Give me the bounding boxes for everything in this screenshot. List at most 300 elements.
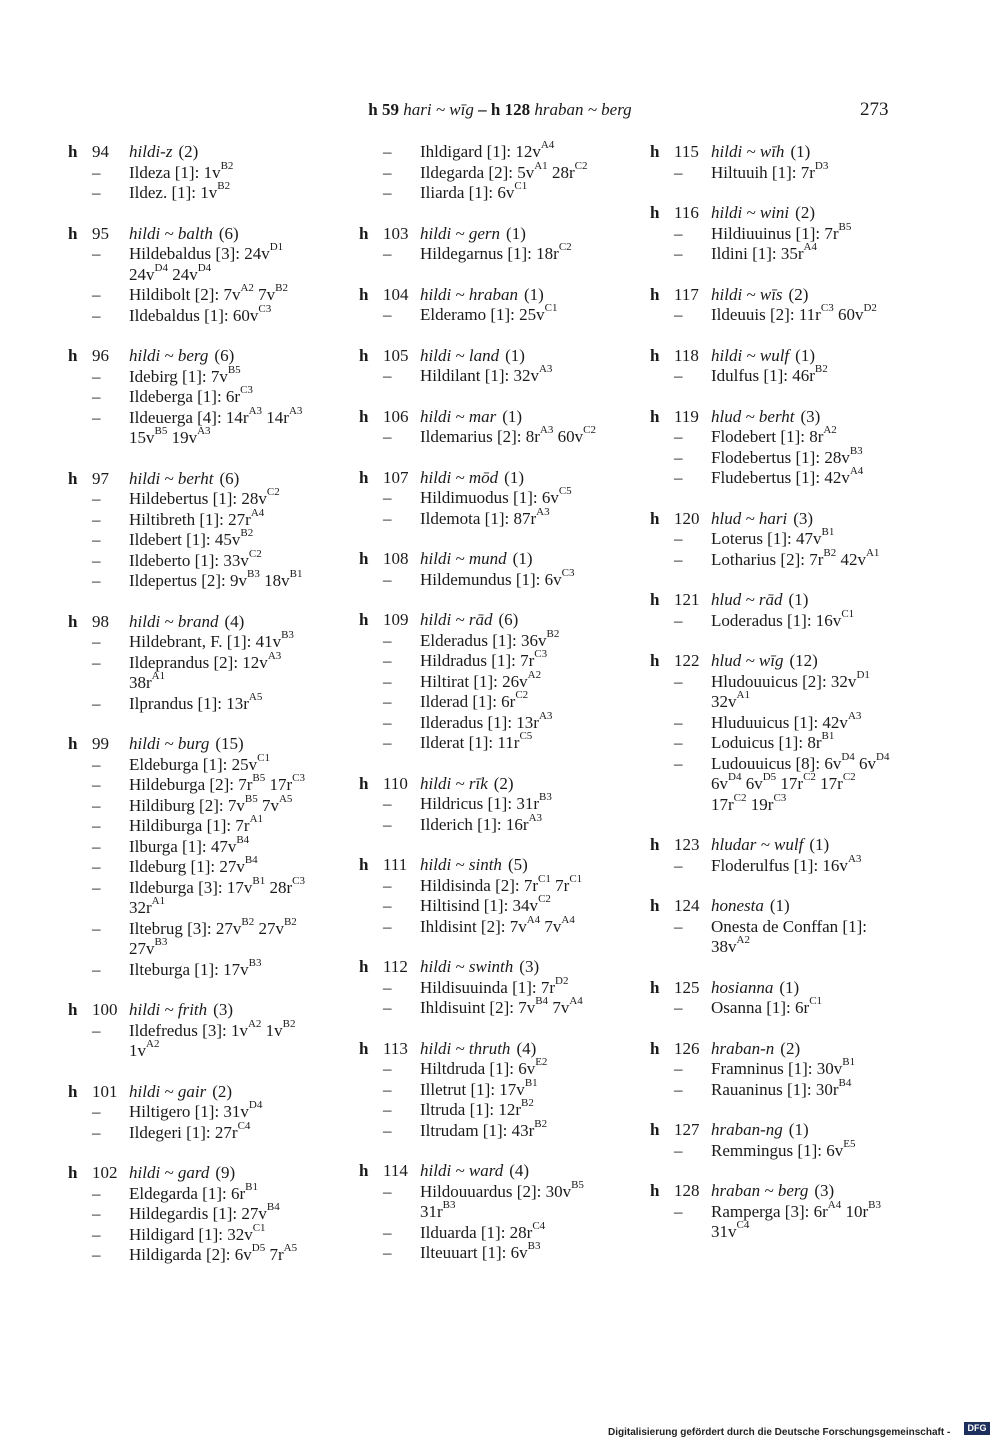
dash-marker: –: [383, 1181, 392, 1201]
form-segment: Idebirg [1]: 7v: [129, 366, 228, 386]
entry-head: [650, 896, 900, 917]
form-text: [420, 791, 602, 815]
form-segment: Hildegarnus [1]: 18r: [420, 244, 559, 263]
lemma-entry: [650, 1039, 900, 1101]
folio-siglum: B5: [838, 220, 852, 233]
entry-count: (4): [509, 1161, 530, 1180]
dash-marker: –: [383, 1059, 392, 1078]
form-text: [420, 505, 602, 530]
entry-letter: h: [359, 1038, 369, 1058]
dash-marker: –: [92, 1102, 101, 1121]
folio-siglum: C4: [736, 1219, 750, 1232]
form-text: [420, 1219, 602, 1244]
entry-head: [650, 346, 900, 367]
name-form: [650, 709, 900, 734]
form-text: [420, 627, 602, 652]
entry-head: [650, 509, 900, 530]
lemma-entry: [359, 346, 609, 387]
name-form: [359, 485, 609, 509]
dash-marker: –: [92, 489, 101, 508]
form-segment: 7v: [548, 998, 570, 1017]
dash-marker: –: [383, 427, 392, 446]
folio-siglum: C1: [257, 751, 270, 764]
name-form: [68, 568, 318, 592]
entry-lemma: hildi ~ hraban: [420, 284, 518, 304]
folio-siglum: A3: [538, 363, 553, 376]
entry-lemma: hildi ~ balth: [129, 223, 213, 243]
dash-marker: –: [674, 733, 683, 752]
page-number: 273: [860, 99, 889, 120]
dash-marker: –: [92, 244, 101, 263]
form-text: [711, 546, 893, 571]
entry-letter: h: [359, 406, 369, 426]
folio-siglum: C3: [292, 874, 305, 887]
form-text: [129, 506, 311, 531]
dash-marker: –: [92, 366, 101, 386]
name-form: [650, 465, 900, 489]
name-form: [68, 1180, 318, 1205]
folio-siglum: D4: [154, 261, 168, 274]
name-form: [68, 486, 318, 510]
form-segment: 6v: [741, 774, 763, 793]
entry-letter: h: [68, 734, 78, 753]
entry-head: [359, 407, 609, 428]
lemma-entry: [650, 651, 900, 815]
form-text: [129, 1017, 311, 1062]
folio-siglum: A1: [534, 159, 548, 172]
folio-siglum: B5: [154, 425, 168, 438]
entry-number: 123: [674, 835, 700, 854]
entry-count: (4): [516, 1038, 537, 1058]
entry-count: (2): [788, 284, 809, 304]
folio-siglum: A3: [248, 404, 263, 417]
folio-siglum: D4: [248, 1099, 263, 1112]
entry-head: [650, 1120, 900, 1141]
entry-count: (2): [178, 142, 199, 161]
name-form: [68, 1242, 318, 1266]
entry-letter: h: [68, 142, 78, 161]
form-segment: Hiltuuih [1]: 7r: [711, 162, 815, 182]
folio-siglum: B3: [154, 936, 168, 949]
folio-siglum: E5: [843, 1137, 856, 1150]
lemma-entry: [650, 203, 900, 265]
entry-head: [359, 774, 609, 795]
entry-number: 107: [383, 467, 409, 487]
dash-marker: –: [674, 610, 683, 630]
name-form: [359, 1097, 609, 1121]
form-segment: Hildimuodus [1]: 6v: [420, 488, 559, 507]
form-segment: Hildilant [1]: 32v: [420, 366, 539, 385]
folio-siglum: B2: [534, 1117, 548, 1130]
entry-count: (3): [793, 508, 814, 528]
entry-number: 102: [92, 1163, 118, 1182]
form-segment: Iliarda [1]: 6v: [420, 183, 515, 202]
form-segment: 31r: [420, 1202, 443, 1221]
form-text: [129, 180, 311, 204]
folio-siglum: D1: [269, 241, 284, 254]
entry-count: (3): [213, 1000, 233, 1019]
dash-marker: –: [92, 162, 101, 182]
form-text: [420, 566, 602, 591]
folio-siglum: A2: [823, 424, 837, 437]
folio-siglum: D4: [876, 750, 890, 763]
folio-siglum: D5: [251, 1242, 266, 1255]
form-segment: Hiltirat [1]: 26v: [420, 671, 528, 691]
dash-marker: –: [383, 651, 392, 670]
form-text: [711, 1198, 893, 1243]
folio-siglum: C2: [574, 159, 588, 172]
folio-siglum: C3: [820, 302, 834, 315]
folio-siglum: A4: [569, 995, 583, 1008]
folio-siglum: A4: [827, 1198, 842, 1211]
folio-siglum: B3: [247, 568, 260, 581]
entry-number: 119: [674, 406, 699, 426]
name-form: [650, 546, 900, 571]
name-form: [650, 1076, 900, 1101]
entry-count: (3): [814, 1181, 835, 1200]
form-segment: Eldeburga [1]: 25v: [129, 754, 258, 774]
form-segment: Illetrut [1]: 17v: [420, 1079, 525, 1099]
form-segment: Ildeuuis [2]: 11r: [711, 305, 821, 324]
folio-siglum: A1: [151, 895, 166, 908]
dash-marker: –: [383, 1120, 392, 1140]
folio-siglum: A4: [803, 241, 817, 254]
form-segment: 38r: [129, 673, 152, 692]
form-segment: Floderulfus [1]: 16v: [711, 855, 848, 875]
folio-siglum: B1: [821, 730, 835, 743]
form-text: [420, 424, 602, 448]
entry-count: (1): [790, 142, 811, 161]
dash-marker: –: [383, 733, 392, 752]
form-text: [420, 180, 602, 204]
form-segment: Flodebertus [1]: 28v: [711, 447, 850, 467]
form-segment: Ludouuicus [8]: 6v: [711, 753, 842, 773]
form-text: [711, 465, 893, 489]
dash-marker: –: [92, 775, 101, 794]
form-segment: Rauaninus [1]: 30r: [711, 1079, 839, 1099]
entry-letter: h: [68, 1000, 78, 1019]
folio-siglum: D4: [728, 771, 742, 784]
entry-head: [650, 835, 900, 856]
entry-letter: h: [359, 284, 369, 304]
entry-head: [650, 1181, 900, 1202]
folio-siglum: B2: [283, 915, 297, 928]
entry-lemma: hildi ~ berht: [129, 468, 214, 488]
name-form: [359, 648, 609, 672]
folio-siglum: B3: [527, 1240, 541, 1253]
form-segment: 24v: [129, 264, 155, 284]
folio-siglum: A5: [278, 792, 293, 805]
form-segment: Elderamo [1]: 25v: [420, 305, 545, 324]
form-segment: 17r: [265, 775, 293, 794]
folio-siglum: A3: [267, 649, 282, 662]
entry-lemma: hildi ~ wīs: [711, 284, 783, 304]
dash-marker: –: [92, 1020, 101, 1040]
name-form: [68, 1119, 318, 1144]
form-segment: 42v: [836, 549, 866, 569]
form-text: [711, 730, 893, 754]
folio-siglum: B1: [252, 874, 266, 887]
form-segment: Ildegeri [1]: 27r: [129, 1122, 238, 1142]
form-segment: Fludebertus [1]: 42v: [711, 468, 850, 487]
lemma-entry: [650, 835, 900, 876]
name-form: [650, 159, 900, 184]
dash-marker: –: [92, 183, 101, 202]
lemma-entry: [650, 590, 900, 631]
form-segment: Ildemarius [2]: 8r: [420, 427, 540, 446]
name-form: [650, 1056, 900, 1080]
name-form: [68, 1017, 318, 1062]
entry-letter: h: [68, 468, 78, 488]
entry-count: (6): [498, 610, 519, 629]
name-form: [650, 917, 900, 958]
folio-siglum: A1: [151, 670, 166, 683]
lemma-entry: [359, 855, 609, 937]
entry-count: (3): [800, 406, 821, 426]
dash-marker: –: [92, 1122, 101, 1142]
name-form: [68, 854, 318, 878]
form-segment: Ildeburg [1]: 27v: [129, 857, 245, 876]
dash-marker: –: [674, 305, 683, 324]
running-head-lemma-start: hari ~ wīg: [403, 100, 474, 119]
form-segment: Flodebert [1]: 8r: [711, 427, 824, 446]
entry-lemma: hlud ~ wīg: [711, 651, 784, 670]
dash-marker: –: [92, 632, 101, 651]
form-segment: Hildigarda [2]: 6v: [129, 1245, 252, 1264]
entry-lemma: hildi ~ swinth: [420, 957, 514, 976]
dash-marker: –: [383, 712, 392, 732]
folio-siglum: A3: [197, 425, 211, 438]
name-form: [359, 424, 609, 448]
form-segment: Hildisinda [2]: 7r: [420, 875, 539, 895]
name-form: [359, 1056, 609, 1080]
form-segment: Ilderadus [1]: 13r: [420, 712, 539, 732]
form-segment: 7v: [257, 795, 279, 815]
entry-letter: h: [68, 223, 78, 243]
form-text: [420, 302, 602, 326]
dash-marker: –: [383, 794, 392, 813]
dash-marker: –: [674, 1140, 683, 1160]
folio-siglum: B2: [275, 282, 288, 295]
name-form: [68, 527, 318, 551]
form-text: [129, 1119, 311, 1144]
name-form: [650, 730, 900, 754]
form-segment: 18v: [259, 571, 290, 590]
name-form: [68, 915, 318, 960]
form-segment: 27v: [129, 939, 155, 958]
dash-marker: –: [92, 571, 101, 590]
name-form: [359, 995, 609, 1019]
name-form: [68, 159, 318, 184]
name-form: [359, 139, 609, 163]
name-form: [359, 241, 609, 265]
folio-siglum: C1: [544, 302, 558, 315]
folio-siglum: A4: [526, 913, 541, 926]
folio-siglum: C5: [558, 485, 572, 498]
lemma-entry: [359, 774, 609, 836]
form-segment: Hiltisind [1]: 34v: [420, 896, 539, 915]
folio-siglum: B2: [220, 159, 234, 172]
lemma-entry: [650, 346, 900, 387]
entry-number: 128: [674, 1181, 700, 1200]
name-form: [650, 750, 900, 816]
form-segment: Lotharius [2]: 7r: [711, 549, 824, 569]
name-form: [650, 526, 900, 550]
folio-siglum: A3: [528, 811, 543, 824]
lemma-entry: [650, 407, 900, 489]
dash-marker: –: [92, 1224, 101, 1244]
form-text: [129, 629, 311, 653]
entry-lemma: hraban ~ berg: [711, 1181, 809, 1200]
folio-siglum: B2: [241, 915, 255, 928]
form-segment: Ildeberga [1]: 6r: [129, 387, 241, 406]
form-segment: Ildegarda [2]: 5v: [420, 162, 535, 182]
form-segment: Ildini [1]: 35r: [711, 244, 804, 263]
form-segment: 1v: [261, 1020, 283, 1040]
form-text: [420, 1178, 602, 1223]
folio-siglum: A2: [146, 1038, 160, 1051]
dash-marker: –: [674, 753, 683, 773]
form-segment: Hildegardis [1]: 27v: [129, 1204, 267, 1223]
name-form: [68, 813, 318, 837]
entry-number: 121: [674, 590, 700, 609]
form-segment: Iltebrug [3]: 27v: [129, 918, 242, 938]
dash-marker: –: [92, 918, 101, 938]
folio-siglum: C2: [583, 424, 596, 437]
folio-siglum: C2: [733, 791, 747, 804]
folio-siglum: C1: [569, 872, 583, 885]
form-segment: Elderadus [1]: 36v: [420, 630, 547, 650]
form-segment: Ilteuuart [1]: 6v: [420, 1243, 528, 1262]
column-2: [359, 139, 609, 1284]
entry-head: [650, 407, 900, 428]
dash-marker: –: [674, 427, 683, 446]
form-text: [420, 730, 602, 754]
folio-siglum: C1: [809, 995, 823, 1008]
dash-marker: –: [674, 712, 683, 732]
folio-siglum: E2: [535, 1056, 548, 1069]
form-segment: Iltrudam [1]: 43r: [420, 1120, 535, 1140]
form-segment: Eldegarda [1]: 6r: [129, 1183, 246, 1203]
folio-siglum: C3: [240, 384, 253, 397]
entry-letter: h: [650, 508, 660, 528]
entry-lemma: hludar ~ wulf: [711, 835, 804, 854]
dash-marker: –: [92, 305, 101, 325]
dash-marker: –: [92, 693, 101, 713]
entry-letter: h: [359, 223, 369, 243]
dash-marker: –: [92, 530, 101, 549]
entry-count: (1): [502, 406, 523, 426]
folio-siglum: C4: [532, 1219, 546, 1232]
entry-head: [68, 1000, 318, 1021]
name-form: [359, 180, 609, 204]
folio-siglum: B3: [538, 791, 552, 804]
dash-marker: –: [383, 630, 392, 650]
form-segment: 15v: [129, 428, 155, 447]
entry-count: (1): [779, 977, 800, 997]
form-text: [129, 241, 311, 285]
form-text: [420, 811, 602, 836]
entry-number: 116: [674, 203, 699, 222]
entry-letter: h: [359, 1161, 369, 1180]
form-segment: Ilduarda [1]: 28r: [420, 1222, 533, 1242]
form-text: [711, 607, 893, 632]
form-text: [129, 302, 311, 327]
form-segment: Hildeburga [2]: 7r: [129, 775, 253, 794]
entry-number: 126: [674, 1038, 700, 1058]
entry-count: (2): [493, 773, 514, 793]
entry-number: 109: [383, 610, 409, 629]
form-segment: 10r: [841, 1201, 869, 1221]
entry-head: [359, 610, 609, 631]
dash-marker: –: [674, 244, 683, 263]
entry-number: 112: [383, 957, 408, 976]
dfg-logo: DFG: [964, 1422, 990, 1435]
folio-siglum: C2: [266, 486, 280, 499]
entry-number: 110: [383, 773, 408, 793]
folio-siglum: A1: [865, 546, 880, 559]
form-segment: Ilderad [1]: 6r: [420, 692, 516, 711]
folio-siglum: B5: [227, 363, 241, 376]
form-text: [129, 792, 311, 817]
name-form: [650, 607, 900, 632]
form-segment: Ildeburga [3]: 17v: [129, 877, 253, 897]
folio-siglum: C2: [842, 771, 856, 784]
form-segment: 7v: [253, 285, 276, 304]
lemma-entry: [68, 142, 318, 204]
dash-marker: –: [383, 692, 392, 711]
running-head-lemma-end: hraban ~ berg: [534, 100, 632, 119]
folio-siglum: A3: [847, 709, 862, 722]
name-form: [68, 363, 318, 388]
name-form: [68, 180, 318, 204]
entry-count: (15): [215, 734, 244, 753]
running-head-prefix: h 59: [368, 100, 400, 119]
form-segment: Hildiburg [2]: 7v: [129, 795, 245, 815]
dash-marker: –: [92, 550, 101, 570]
form-segment: Ramperga [3]: 6r: [711, 1201, 828, 1221]
folio-siglum: C3: [561, 566, 575, 579]
dash-marker: –: [92, 1183, 101, 1203]
footer-funding-note: Digitalisierung gefördert durch die Deutsche Forschungsgemeinschaft -: [608, 1427, 951, 1438]
dash-marker: –: [674, 162, 683, 182]
dash-marker: –: [383, 916, 392, 936]
folio-siglum: C1: [841, 607, 855, 620]
form-text: [129, 956, 311, 981]
form-segment: Ildepertus [2]: 9v: [129, 571, 248, 590]
form-segment: Onesta de Conffan [1]: 38v: [711, 916, 867, 956]
entry-lemma: hildi ~ wulf: [711, 345, 790, 365]
name-form: [359, 872, 609, 897]
entry-count: (1): [809, 835, 830, 854]
entry-letter: h: [650, 203, 660, 222]
name-form: [650, 1137, 900, 1162]
form-text: [129, 915, 311, 960]
form-segment: 6v: [711, 774, 728, 793]
folio-siglum: A3: [539, 424, 554, 437]
entry-lemma: hildi ~ mar: [420, 406, 497, 426]
entry-head: [68, 1082, 318, 1103]
entry-lemma: hildi-z: [129, 142, 173, 161]
entry-letter: h: [359, 345, 369, 365]
lemma-entry: [68, 1163, 318, 1266]
column-3: [650, 142, 900, 1263]
folio-siglum: A4: [540, 139, 555, 152]
entry-lemma: hlud ~ rād: [711, 590, 783, 609]
entry-letter: h: [68, 611, 78, 631]
entry-letter: h: [650, 590, 660, 609]
entry-number: 115: [674, 142, 699, 161]
